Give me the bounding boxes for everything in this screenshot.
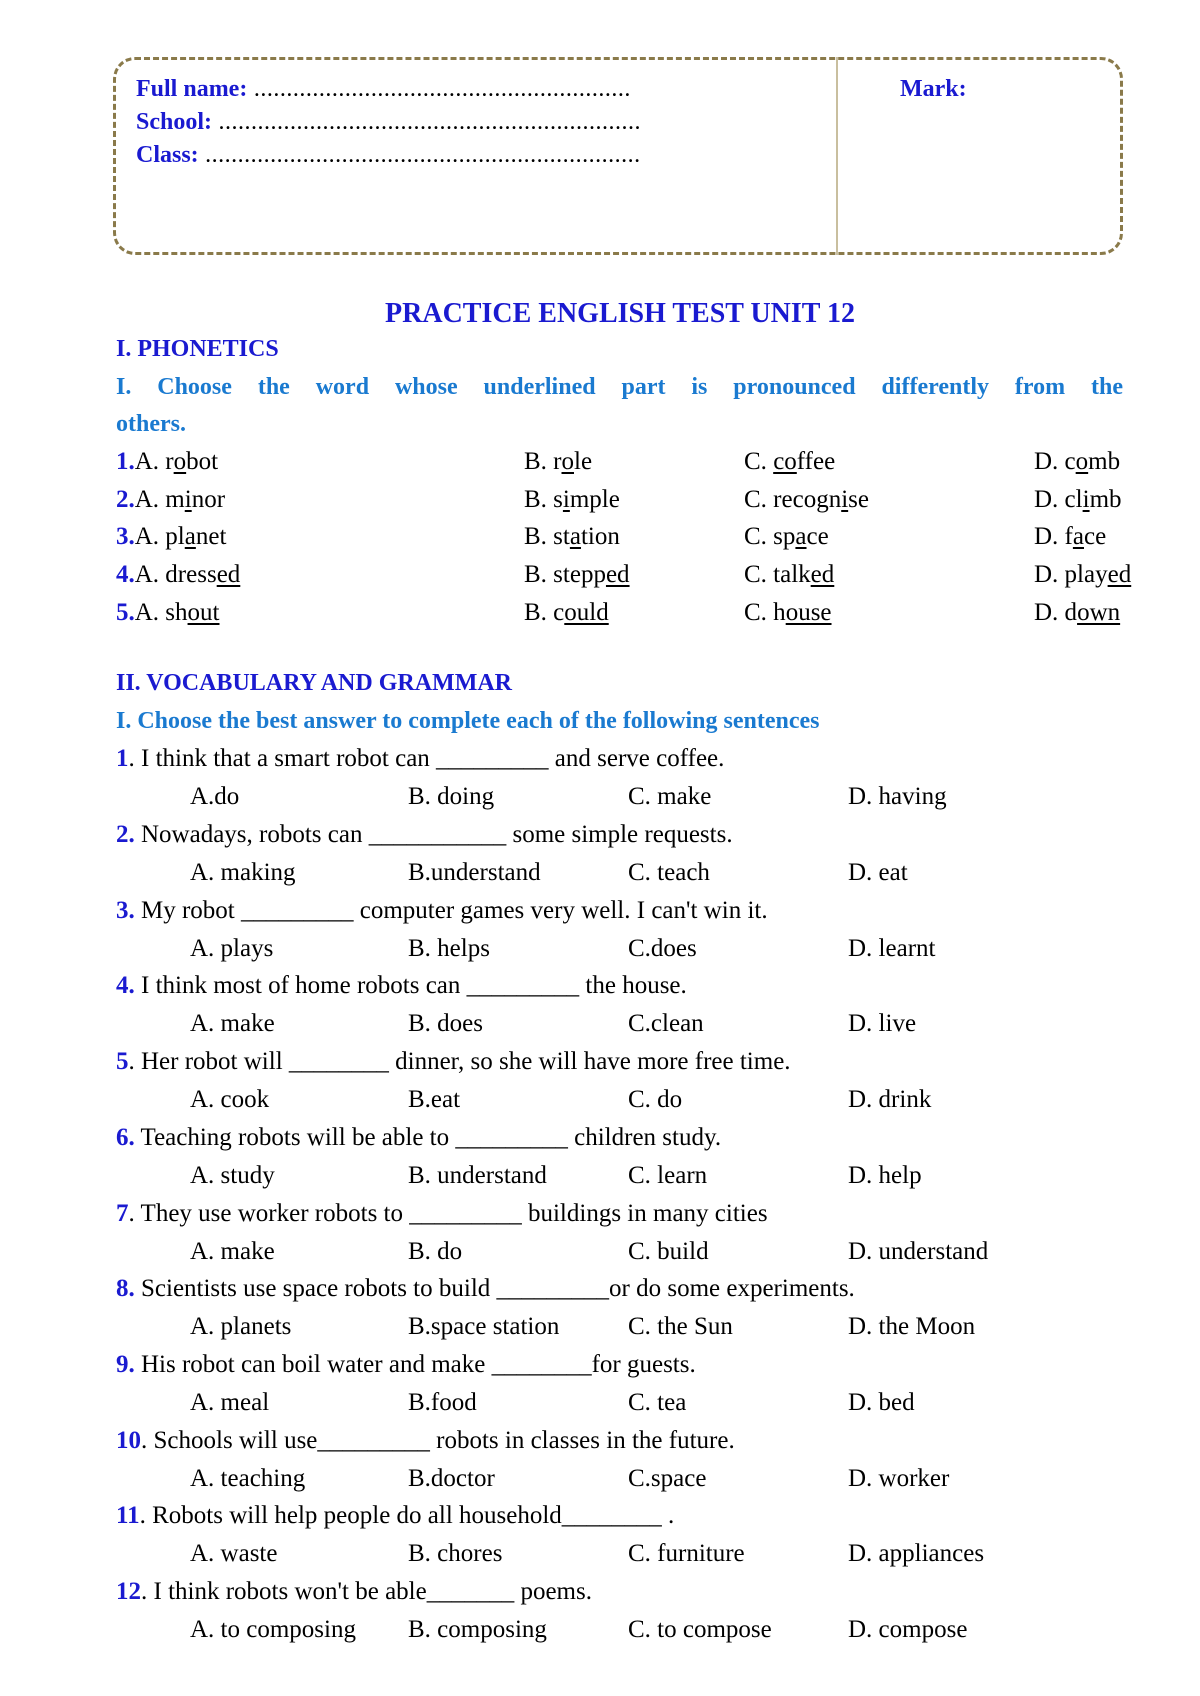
answer-option-b[interactable]: B. understand xyxy=(408,1162,547,1189)
answer-option-b[interactable]: B. doing xyxy=(408,783,495,810)
school-dots: ................................................................. xyxy=(212,109,642,135)
answer-options xyxy=(0,1010,1200,1044)
question-text: . They use worker robots to _________ buildings in many cities xyxy=(128,1200,768,1227)
answer-option-c[interactable]: C. furniture xyxy=(628,1540,745,1567)
option-b[interactable] xyxy=(524,599,609,627)
vocab-question-8 xyxy=(116,1275,855,1303)
option-text-rest: nor xyxy=(191,486,226,513)
answer-option-d[interactable]: D. understand xyxy=(848,1238,989,1265)
question-text: Teaching robots will be able to _________ children study. xyxy=(134,1124,722,1151)
answer-option-b[interactable]: B. do xyxy=(408,1238,463,1265)
class-label: Class: xyxy=(136,142,199,168)
answer-option-c[interactable]: C.clean xyxy=(628,1010,704,1037)
vocab-question-2 xyxy=(116,821,733,849)
question-number: 10 xyxy=(116,1427,141,1454)
question-number: 4. xyxy=(116,561,135,588)
answer-options xyxy=(0,1313,1200,1347)
option-text: D. d xyxy=(1034,599,1078,626)
phonetics-instruction-line1: I. Choose the word whose underlined part is pronounced differently from the xyxy=(116,374,1123,400)
option-d[interactable] xyxy=(1034,448,1120,476)
question-number: 12 xyxy=(116,1578,141,1605)
answer-option-d[interactable]: D. appliances xyxy=(848,1540,985,1567)
vocab-heading: II. VOCABULARY AND GRAMMAR xyxy=(116,670,513,696)
option-b[interactable] xyxy=(524,561,630,589)
underlined-part: a xyxy=(1072,523,1084,550)
underlined-part: ould xyxy=(564,599,609,626)
answer-option-b[interactable]: B.food xyxy=(408,1389,477,1416)
option-text: C. xyxy=(744,448,774,475)
answer-option-b[interactable]: B.doctor xyxy=(408,1465,495,1492)
underlined-part: o xyxy=(1075,448,1089,475)
question-number: 7 xyxy=(116,1200,129,1227)
option-a[interactable] xyxy=(116,523,226,551)
option-text-rest: net xyxy=(195,523,227,550)
option-text-rest: ffee xyxy=(796,448,836,475)
answer-options xyxy=(0,783,1200,817)
underlined-part: own xyxy=(1077,599,1121,626)
mark-label: Mark: xyxy=(900,76,967,102)
option-text: B. r xyxy=(524,448,562,475)
question-number: 3. xyxy=(116,897,135,924)
option-text-rest: mb xyxy=(1088,448,1121,475)
option-d[interactable] xyxy=(1034,599,1120,627)
answer-options xyxy=(0,859,1200,893)
phonetics-question-1 xyxy=(0,448,1200,484)
answer-option-c[interactable]: C. build xyxy=(628,1238,709,1265)
vocab-question-7 xyxy=(116,1200,768,1228)
underlined-part: a xyxy=(795,523,807,550)
answer-option-a[interactable]: A. planets xyxy=(190,1313,292,1340)
option-a[interactable] xyxy=(116,599,220,627)
option-text: B. stepp xyxy=(524,561,606,588)
question-text: Nowadays, robots can ___________ some simple requests. xyxy=(134,821,733,848)
option-text: C. sp xyxy=(744,523,796,550)
underlined-part: o xyxy=(561,448,574,475)
option-text-rest: se xyxy=(848,486,869,513)
option-c[interactable] xyxy=(744,486,869,514)
question-number: 2. xyxy=(116,821,135,848)
answer-option-d[interactable]: D. the Moon xyxy=(848,1313,976,1340)
phonetics-heading: I. PHONETICS xyxy=(116,336,279,362)
answer-option-d[interactable]: D. drink xyxy=(848,1086,932,1113)
option-text-rest: tion xyxy=(580,523,620,550)
option-a[interactable] xyxy=(116,486,225,514)
underlined-part: ouse xyxy=(785,599,832,626)
underlined-part: ed xyxy=(605,561,630,588)
answer-option-d[interactable]: D. compose xyxy=(848,1616,968,1643)
answer-option-a[interactable]: A. make xyxy=(190,1238,275,1265)
underlined-part: co xyxy=(773,448,797,475)
answer-option-b[interactable]: B.space station xyxy=(408,1313,560,1340)
option-text-rest: le xyxy=(574,448,593,475)
answer-option-a[interactable]: A. waste xyxy=(190,1540,278,1567)
option-b[interactable] xyxy=(524,523,620,551)
vocab-question-11 xyxy=(116,1502,674,1530)
option-text: A. sh xyxy=(134,599,188,626)
answer-option-d[interactable]: D. help xyxy=(848,1162,922,1189)
answer-option-d[interactable]: D. live xyxy=(848,1010,917,1037)
option-text: B. s xyxy=(524,486,563,513)
phonetics-question-5 xyxy=(0,599,1200,635)
question-number: 1. xyxy=(116,448,135,475)
answer-options xyxy=(0,1540,1200,1574)
underlined-part: out xyxy=(187,599,220,626)
option-text: D. play xyxy=(1034,561,1108,588)
underlined-part: i xyxy=(1082,486,1090,513)
question-number: 5 xyxy=(116,1048,129,1075)
answer-option-a[interactable]: A. make xyxy=(190,1010,275,1037)
answer-option-a[interactable]: A. making xyxy=(190,859,296,886)
answer-option-b[interactable]: B. chores xyxy=(408,1540,503,1567)
answer-option-a[interactable]: A. teaching xyxy=(190,1465,306,1492)
class-field[interactable] xyxy=(136,139,641,171)
option-d[interactable] xyxy=(1034,523,1106,551)
option-text: D. c xyxy=(1034,448,1076,475)
full-name-field[interactable] xyxy=(136,73,631,105)
answer-options xyxy=(0,1616,1200,1650)
vocab-question-3 xyxy=(116,897,768,925)
answer-option-c[interactable]: C. teach xyxy=(628,859,710,886)
question-text: . I think that a smart robot can _________ and serve coffee. xyxy=(128,745,725,772)
answer-option-d[interactable]: D. learnt xyxy=(848,935,936,962)
school-label: School: xyxy=(136,109,213,135)
vocab-question-6 xyxy=(116,1124,721,1152)
answer-option-b[interactable]: B. does xyxy=(408,1010,483,1037)
question-text: . Schools will use_________ robots in classes in the future. xyxy=(141,1427,735,1454)
answer-option-d[interactable]: D. eat xyxy=(848,859,908,886)
answer-option-a[interactable]: A. plays xyxy=(190,935,274,962)
underlined-part: a xyxy=(184,523,196,550)
vocab-question-10 xyxy=(116,1427,735,1455)
option-text-rest: mple xyxy=(569,486,620,513)
vocab-question-5 xyxy=(116,1048,791,1076)
option-text: D. cl xyxy=(1034,486,1083,513)
option-text: B. c xyxy=(524,599,565,626)
question-number: 5. xyxy=(116,599,135,626)
full-name-label: Full name: xyxy=(136,76,248,102)
option-text-rest: bot xyxy=(186,448,219,475)
option-text: A. pl xyxy=(134,523,185,550)
answer-option-b[interactable]: B. composing xyxy=(408,1616,547,1643)
phonetics-question-3 xyxy=(0,523,1200,559)
option-b[interactable] xyxy=(524,486,620,514)
full-name-dots: .......................................................... xyxy=(247,76,631,102)
phonetics-instruction-line2: others. xyxy=(116,411,186,437)
answer-option-a[interactable]: A. meal xyxy=(190,1389,270,1416)
underlined-part: a xyxy=(569,523,581,550)
answer-option-a[interactable]: A. study xyxy=(190,1162,275,1189)
page-title: PRACTICE ENGLISH TEST UNIT 12 xyxy=(385,298,855,329)
answer-option-c[interactable]: C. learn xyxy=(628,1162,708,1189)
underlined-part: ed xyxy=(1107,561,1132,588)
option-c[interactable] xyxy=(744,561,834,589)
question-text: I think most of home robots can _________ the house. xyxy=(134,972,687,999)
question-number: 1 xyxy=(116,745,129,772)
option-a[interactable] xyxy=(116,448,218,476)
question-number: 4. xyxy=(116,972,135,999)
answer-option-d[interactable]: D. bed xyxy=(848,1389,915,1416)
option-a[interactable] xyxy=(116,561,240,589)
answer-option-b[interactable]: B. helps xyxy=(408,935,490,962)
vocab-question-9 xyxy=(116,1351,696,1379)
question-number: 11 xyxy=(116,1502,140,1529)
question-number: 8. xyxy=(116,1275,135,1302)
option-text-rest: mb xyxy=(1089,486,1122,513)
vocab-question-4 xyxy=(116,972,687,1000)
option-d[interactable] xyxy=(1034,561,1131,589)
answer-options xyxy=(0,1389,1200,1423)
answer-options xyxy=(0,935,1200,969)
underlined-part: o xyxy=(173,448,187,475)
answer-option-c[interactable]: C. do xyxy=(628,1086,683,1113)
answer-options xyxy=(0,1465,1200,1499)
vocab-question-12 xyxy=(116,1578,592,1606)
question-text: . Robots will help people do all household________ . xyxy=(139,1502,675,1529)
answer-option-c[interactable]: C.space xyxy=(628,1465,707,1492)
question-number: 2. xyxy=(116,486,135,513)
answer-option-b[interactable]: B.understand xyxy=(408,859,541,886)
option-text-rest: ce xyxy=(1084,523,1107,550)
question-text: My robot _________ computer games very well. I can't win it. xyxy=(134,897,768,924)
question-text: His robot can boil water and make ________for guests. xyxy=(134,1351,696,1378)
option-c[interactable] xyxy=(744,523,829,551)
answer-option-a[interactable]: A. cook xyxy=(190,1086,270,1113)
class-dots: ................................................................... xyxy=(198,142,641,168)
answer-option-c[interactable]: C. to compose xyxy=(628,1616,772,1643)
option-text: A. m xyxy=(134,486,185,513)
answer-option-c[interactable]: C. the Sun xyxy=(628,1313,733,1340)
question-number: 6. xyxy=(116,1124,135,1151)
answer-option-c[interactable]: C. tea xyxy=(628,1389,687,1416)
option-c[interactable] xyxy=(744,448,835,476)
option-c[interactable] xyxy=(744,599,832,627)
underlined-part: i xyxy=(184,486,192,513)
question-text: . I think robots won't be able_______ poems. xyxy=(141,1578,592,1605)
option-text-rest: ce xyxy=(806,523,829,550)
answer-options xyxy=(0,1086,1200,1120)
vocab-instruction: I. Choose the best answer to complete each of the following sentences xyxy=(116,708,820,734)
answer-option-c[interactable]: C.does xyxy=(628,935,697,962)
phonetics-question-2 xyxy=(0,486,1200,522)
answer-options xyxy=(0,1162,1200,1196)
answer-option-a[interactable]: A. to composing xyxy=(190,1616,356,1643)
option-text: C. talk xyxy=(744,561,811,588)
underlined-part: ed xyxy=(810,561,835,588)
underlined-part: ed xyxy=(216,561,241,588)
option-text: C. h xyxy=(744,599,786,626)
question-number: 3. xyxy=(116,523,135,550)
option-text: C. recogn xyxy=(744,486,842,513)
answer-option-a[interactable]: A.do xyxy=(190,783,240,810)
underlined-part: i xyxy=(562,486,570,513)
answer-options xyxy=(0,1238,1200,1272)
answer-option-b[interactable]: B.eat xyxy=(408,1086,461,1113)
question-number: 9. xyxy=(116,1351,135,1378)
underlined-part: i xyxy=(841,486,849,513)
question-text: Scientists use space robots to build _________or do some experiments. xyxy=(134,1275,855,1302)
question-text: . Her robot will ________ dinner, so she will have more free time. xyxy=(128,1048,791,1075)
answer-option-d[interactable]: D. having xyxy=(848,783,947,810)
answer-option-c[interactable]: C. make xyxy=(628,783,712,810)
school-field[interactable] xyxy=(136,106,641,138)
phonetics-question-4 xyxy=(0,561,1200,597)
header-divider xyxy=(836,57,838,255)
option-text: B. st xyxy=(524,523,570,550)
answer-option-d[interactable]: D. worker xyxy=(848,1465,950,1492)
vocab-question-1 xyxy=(116,745,724,773)
option-text: A. r xyxy=(134,448,174,475)
option-b[interactable] xyxy=(524,448,592,476)
option-text: D. f xyxy=(1034,523,1073,550)
option-d[interactable] xyxy=(1034,486,1122,514)
option-text: A. dress xyxy=(134,561,217,588)
